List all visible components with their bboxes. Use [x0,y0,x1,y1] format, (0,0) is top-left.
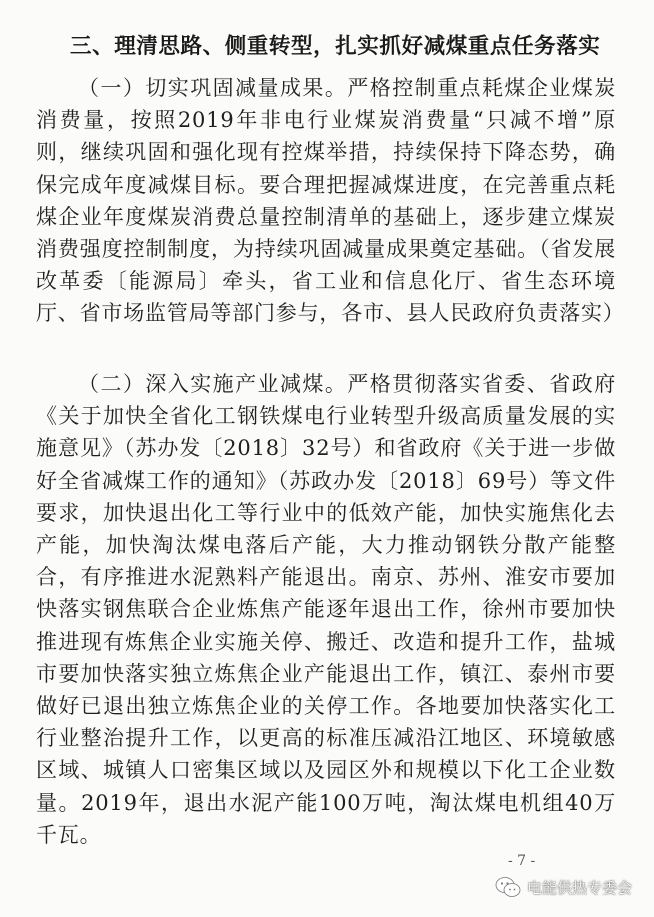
watermark-text: 电能供热专委会 [526,878,632,897]
section-heading: 三、理清思路、侧重转型，扎实抓好减煤重点任务落实 [70,34,601,59]
wechat-icon [495,876,521,898]
page-number: - 7 - [508,853,536,869]
wechat-watermark [495,876,632,898]
paragraph-2: （二）深入实施产业减煤。严格贯彻落实省委、省政府《关于加快全省化工钢铁煤电行业转型升级高质量发展的实施意见》（苏办发〔2018〕32号）和省政府《关于进一步做好全省减煤工作的通知》（苏政办发〔2018〕69号）等文件要求，加快退出化工等行业中的低效产能，加快实施焦化去产能，加快淘汰煤电落后产能，大力推动钢铁分散产能整合，有序推进水泥熟料产能退出。南京、苏州、淮安市要加快落实钢焦联合企业炼焦产能逐年退出工作，徐州市要加快推进现有炼焦企业实施关停、搬迁、改造和提升工作，盐城市要加快落实独立炼焦企业产能退出工作，镇江、泰州市要做好已退出独立炼焦企业的关停工作。各地要加快落实化工行业整治提升工作，以更高的标准压减沿江地区、环境敏感区域、城镇人口密集区域以及园区外和规模以下化工企业数量。2019年，退出水泥产能100万吨，淘汰煤电机组40万千瓦。 [36,372,616,847]
paragraph-1: （一）切实巩固减量成果。严格控制重点耗煤企业煤炭消费量，按照2019年非电行业煤炭消费量“只减不增”原则，继续巩固和强化现有控煤举措，持续保持下降态势，确保完成年度减煤目标。要合理把握减煤进度，在完善重点耗煤企业年度煤炭消费总量控制清单的基础上，逐步建立煤炭消费强度控制制度，为持续巩固减量成果奠定基础。（省发展改革委〔能源局〕牵头，省工业和信息化厅、省生态环境厅、省市场监管局等部门参与，各市、县人民政府负责落实） [36,76,625,326]
